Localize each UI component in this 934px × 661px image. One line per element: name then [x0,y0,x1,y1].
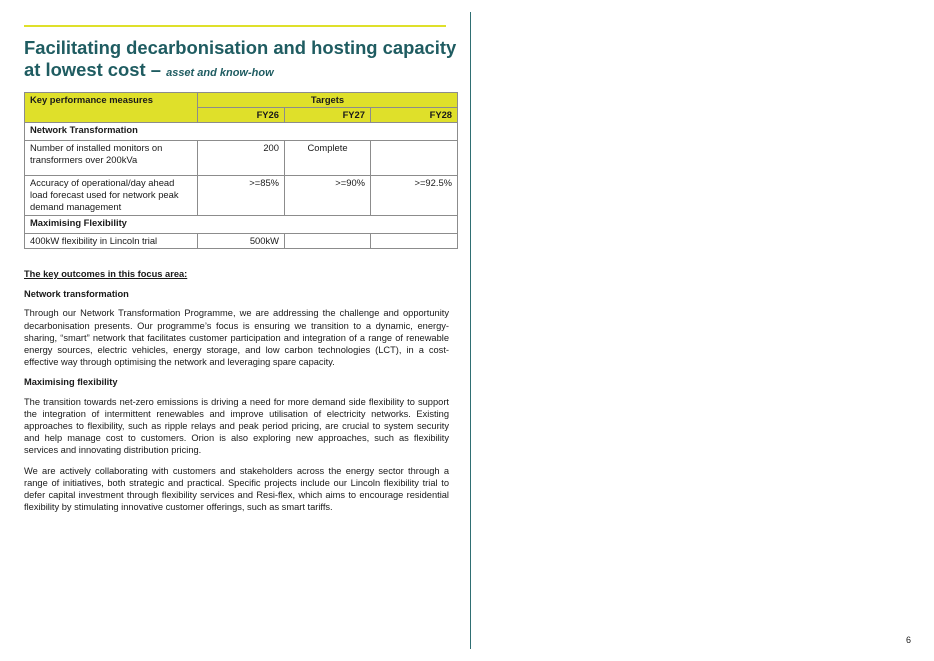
kpi-value-fy28 [371,141,458,176]
kpi-value-fy27: >=90% [285,176,371,216]
kpi-value-fy27: Complete [285,141,371,176]
section-heading-maximising-flexibility: Maximising flexibility [24,377,118,388]
paragraph: Through our Network Transformation Programme, we are addressing the challenge and opportunity decarbonisation presents. Our programme’s focus is ensuring we transition to a dynamic, energy-sharing, “smart” network that facilitates customer participation and integration of a range of renewable energy sources, electric vehicles, energy storage, and low carbon technologies (LCT), in a cost-effective way through optimising the network and leveraging spare capacity. [24,308,449,368]
kpi-measure: 400kW flexibility in Lincoln trial [25,234,198,249]
kpi-section-maximising-flexibility: Maximising Flexibility [25,216,458,234]
kpi-col-measures: Key performance measures [25,93,198,123]
page-title [24,37,464,84]
kpi-value-fy27 [285,234,371,249]
page-subtitle: asset and know-how [166,67,274,79]
paragraph: The transition towards net-zero emissions is driving a need for more demand side flexibility to support the integration of intermittent renewables and improve utilisation of electricity networks. Existing approaches to flexibility, such as ripple relays and peak period pricing, are crucial to system security and help manage cost to customers. Orion is also exploring new approaches, such as flexibility services and innovating distribution pricing. [24,396,449,456]
kpi-value-fy28: >=92.5% [371,176,458,216]
kpi-year-fy26: FY26 [198,108,285,123]
kpi-value-fy28 [371,234,458,249]
kpi-section-row [25,216,458,234]
body-content [24,268,449,521]
page-number: 6 [906,635,912,645]
kpi-row [25,176,458,216]
kpi-row [25,234,458,249]
section-heading-network-transformation: Network transformation [24,289,129,300]
kpi-year-fy28: FY28 [371,108,458,123]
kpi-value-fy26: 200 [198,141,285,176]
kpi-col-targets: Targets [198,93,458,108]
kpi-value-fy26: 500kW [198,234,285,249]
kpi-header-row [25,93,458,108]
kpi-table [24,92,458,249]
kpi-year-fy27: FY27 [285,108,371,123]
kpi-value-fy26: >=85% [198,176,285,216]
page-title-main: Facilitating decarbonisation and hosting capacity at lowest cost – [24,37,457,80]
kpi-section-network-transformation: Network Transformation [25,123,458,141]
kpi-measure: Accuracy of operational/day ahead load forecast used for network peak demand management [25,176,198,216]
column-divider [470,12,471,649]
paragraph: We are actively collaborating with customers and stakeholders across the energy sector through a range of initiatives, both strategic and practical. Specific projects include our Lincoln flexibility trial to defer capital investment through flexibility services and Resi-flex, which aims to encourage residential flexibility by stimulating innovative customer offerings, such as smart tariffs. [24,465,449,513]
kpi-row [25,141,458,176]
kpi-measure: Number of installed monitors on transformers over 200kVa [25,141,198,176]
key-outcomes-heading: The key outcomes in this focus area: [24,269,188,279]
kpi-section-row [25,123,458,141]
top-rule [24,25,446,27]
